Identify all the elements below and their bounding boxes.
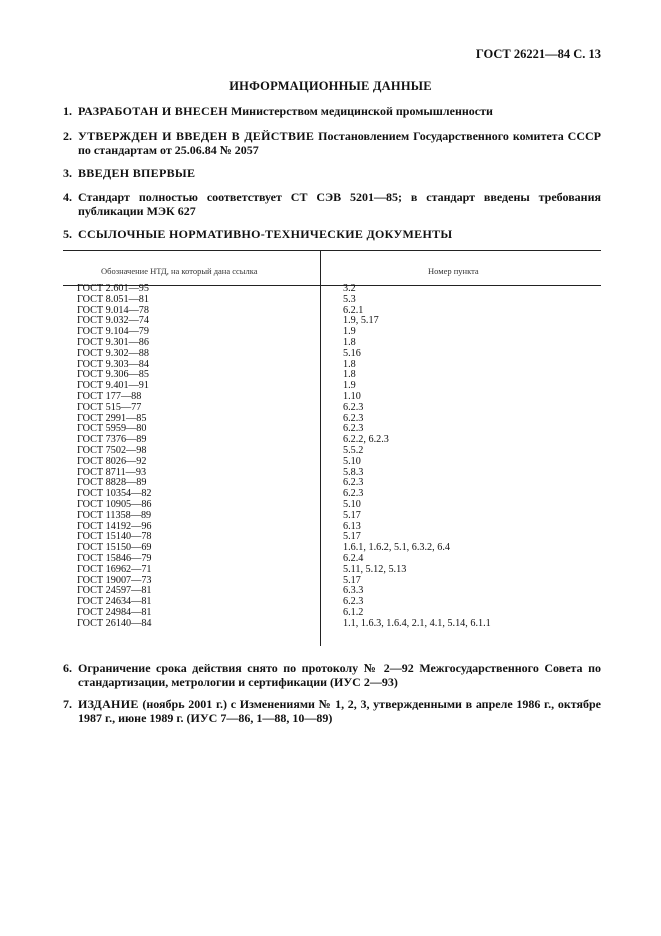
row-designation: ГОСТ 9.104—79 — [77, 326, 149, 338]
row-designation: ГОСТ 9.302—88 — [77, 347, 149, 359]
row-clause: 5.17 — [343, 509, 361, 521]
row-clause: 6.3.3 — [343, 585, 364, 597]
table-body — [63, 284, 601, 630]
info-item-4 — [63, 190, 601, 218]
item-number: 3. — [63, 166, 72, 180]
table-row — [63, 349, 601, 360]
row-designation: ГОСТ 9.301—86 — [77, 336, 149, 348]
row-clause: 1.8 — [343, 369, 356, 381]
table-row — [63, 381, 601, 392]
row-clause: 1.8 — [343, 336, 356, 348]
table-row — [63, 295, 601, 306]
row-clause: 6.2.3 — [343, 488, 364, 500]
table-row — [63, 457, 601, 468]
row-designation: ГОСТ 2.601—95 — [77, 283, 149, 294]
row-clause: 1.8 — [343, 358, 356, 370]
item-lead: УТВЕРЖДЕН И ВВЕДЕН В ДЕЙСТВИЕ — [78, 129, 315, 143]
table-row — [63, 619, 601, 630]
row-designation: ГОСТ 15150—69 — [77, 542, 152, 554]
row-clause: 5.8.3 — [343, 466, 364, 478]
row-clause: 3.2 — [343, 283, 356, 294]
row-clause: 6.2.4 — [343, 552, 364, 564]
table-row — [63, 511, 601, 522]
info-item-3 — [63, 166, 601, 180]
row-designation: ГОСТ 24597—81 — [77, 585, 152, 597]
row-designation: ГОСТ 8026—92 — [77, 455, 147, 467]
item-text: Постановлением Государственного комитета СССР по стандартам от 25.06.84 № 2057 — [78, 129, 601, 157]
row-designation: ГОСТ 11358—89 — [77, 509, 152, 521]
row-designation: ГОСТ 24634—81 — [77, 596, 152, 608]
row-clause: 6.2.3 — [343, 401, 364, 413]
row-designation: ГОСТ 10354—82 — [77, 488, 152, 500]
row-clause: 1.1, 1.6.3, 1.6.4, 2.1, 4.1, 5.14, 6.1.1 — [343, 617, 491, 629]
row-designation: ГОСТ 8711—93 — [77, 466, 147, 478]
row-clause: 1.9 — [343, 326, 356, 338]
info-item-1 — [63, 104, 601, 118]
row-designation: ГОСТ 9.306—85 — [77, 369, 149, 381]
info-item-6 — [63, 661, 601, 689]
row-clause: 6.2.3 — [343, 596, 364, 608]
item-text: Ограничение срока действия снято по протоколу № 2—92 Межгосударственного Совета по стандартизации, метрологии и сертификации (ИУС 2—93) — [78, 661, 601, 689]
row-clause: 1.9, 5.17 — [343, 315, 379, 327]
info-item-5 — [63, 227, 601, 241]
item-text: (ноябрь 2001 г.) с Изменениями № 1, 2, 3, утвержденными в апреле 1986 г., октябре 1987 г., июне 1989 г. (ИУС 7—86, 1—88, 10—89) — [78, 697, 601, 725]
table-row — [63, 565, 601, 576]
item-text: Стандарт полностью соответствует СТ СЭВ 5201—85; в стандарт введены требования публикации МЭК 627 — [78, 190, 601, 218]
table-header-clause: Номер пункта — [428, 266, 479, 276]
row-designation: ГОСТ 9.014—78 — [77, 304, 149, 316]
item-lead: ССЫЛОЧНЫЕ НОРМАТИВНО-ТЕХНИЧЕСКИЕ ДОКУМЕНТЫ — [78, 227, 453, 241]
table-top-rule — [63, 250, 601, 251]
row-designation: ГОСТ 8828—89 — [77, 477, 147, 489]
item-number: 1. — [63, 104, 72, 118]
row-clause: 6.2.1 — [343, 304, 364, 316]
row-clause: 5.3 — [343, 293, 356, 305]
row-clause: 6.2.3 — [343, 477, 364, 489]
row-clause: 5.10 — [343, 455, 361, 467]
item-number: 2. — [63, 129, 72, 143]
row-designation: ГОСТ 8.051—81 — [77, 293, 149, 305]
row-designation: ГОСТ 5959—80 — [77, 423, 147, 435]
row-designation: ГОСТ 515—77 — [77, 401, 142, 413]
running-header: ГОСТ 26221—84 С. 13 — [475, 47, 601, 61]
row-clause: 5.10 — [343, 498, 361, 510]
item-number: 4. — [63, 190, 72, 204]
page-title: ИНФОРМАЦИОННЫЕ ДАННЫЕ — [229, 79, 432, 93]
item-lead: РАЗРАБОТАН И ВНЕСЕН — [78, 104, 228, 118]
row-designation: ГОСТ 15140—78 — [77, 531, 152, 543]
item-lead: ВВЕДЕН ВПЕРВЫЕ — [78, 166, 196, 180]
row-designation: ГОСТ 7376—89 — [77, 434, 147, 446]
row-clause: 6.1.2 — [343, 606, 364, 618]
row-designation: ГОСТ 2991—85 — [77, 412, 147, 424]
row-designation: ГОСТ 15846—79 — [77, 552, 152, 564]
item-number: 7. — [63, 697, 72, 711]
item-number: 5. — [63, 227, 72, 241]
row-clause: 5.17 — [343, 574, 361, 586]
row-designation: ГОСТ 9.401—91 — [77, 380, 149, 392]
row-clause: 1.6.1, 1.6.2, 5.1, 6.3.2, 6.4 — [343, 542, 450, 554]
row-designation: ГОСТ 19007—73 — [77, 574, 152, 586]
row-clause: 6.2.2, 6.2.3 — [343, 434, 389, 446]
row-clause: 5.11, 5.12, 5.13 — [343, 563, 407, 575]
row-clause: 5.5.2 — [343, 444, 364, 456]
row-clause: 6.13 — [343, 520, 361, 532]
row-clause: 1.10 — [343, 390, 361, 402]
info-item-7 — [63, 697, 601, 725]
row-designation: ГОСТ 24984—81 — [77, 606, 152, 618]
row-designation: ГОСТ 26140—84 — [77, 617, 152, 629]
row-designation: ГОСТ 14192—96 — [77, 520, 152, 532]
row-clause: 5.17 — [343, 531, 361, 543]
row-clause: 6.2.3 — [343, 423, 364, 435]
table-row — [63, 403, 601, 414]
row-clause: 6.2.3 — [343, 412, 364, 424]
item-lead: ИЗДАНИЕ — [78, 697, 139, 711]
row-designation: ГОСТ 9.032—74 — [77, 315, 149, 327]
row-designation: ГОСТ 9.303—84 — [77, 358, 149, 370]
row-designation: ГОСТ 177—88 — [77, 390, 142, 402]
item-text: Министерством медицинской промышленности — [227, 104, 493, 118]
info-item-2 — [63, 129, 601, 157]
row-designation: ГОСТ 16962—71 — [77, 563, 152, 575]
table-row — [63, 392, 601, 403]
row-clause: 1.9 — [343, 380, 356, 392]
row-designation: ГОСТ 7502—98 — [77, 444, 147, 456]
item-number: 6. — [63, 661, 72, 675]
row-clause: 5.16 — [343, 347, 361, 359]
table-header-designation: Обозначение НТД, на который дана ссылка — [101, 266, 258, 276]
row-designation: ГОСТ 10905—86 — [77, 498, 152, 510]
